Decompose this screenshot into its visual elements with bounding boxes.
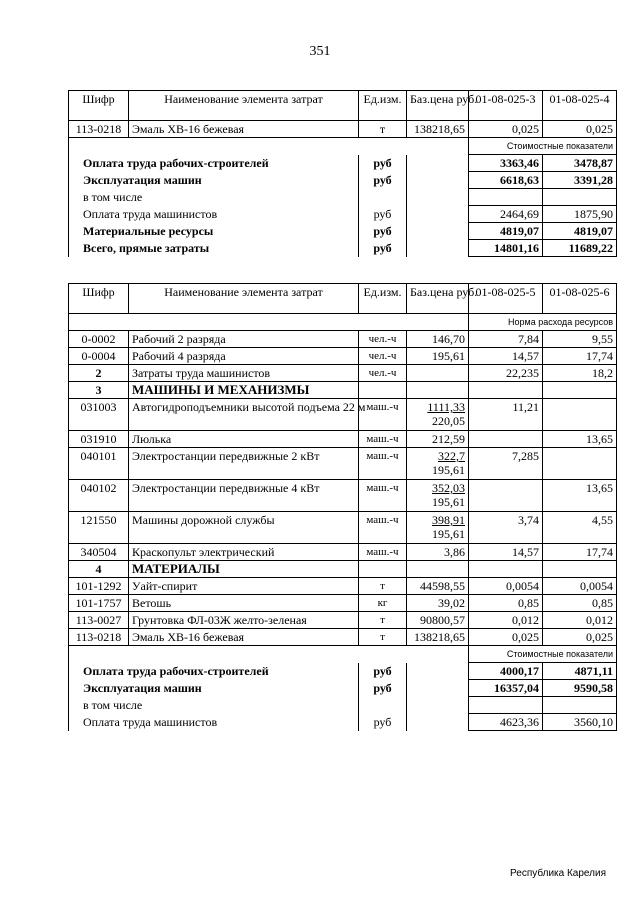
cell-value-1: 0,025 xyxy=(469,629,543,646)
cell-value-2: 17,74 xyxy=(543,348,617,365)
cell-name: Автогидроподъемники высотой подъема 22 м xyxy=(129,399,359,431)
cell-code: 121550 xyxy=(69,512,129,544)
header-code: Шифр xyxy=(69,284,129,314)
cell-name: МАШИНЫ И МЕХАНИЗМЫ xyxy=(129,382,359,399)
summary-name: Оплата труда рабочих-строителей xyxy=(69,155,359,172)
cell-value-1 xyxy=(469,480,543,512)
summary-empty xyxy=(407,172,469,189)
summary-value-1 xyxy=(469,697,543,714)
summary-value-1: 4000,17 xyxy=(469,663,543,680)
cell-value-1: 7,84 xyxy=(469,331,543,348)
cell-name: Рабочий 4 разряда xyxy=(129,348,359,365)
section-label: Стоимостные показатели xyxy=(469,138,617,155)
header-price: Баз.цена руб. xyxy=(407,91,469,121)
cell-price xyxy=(407,448,469,480)
cell-code: 0-0002 xyxy=(69,331,129,348)
cell-unit: маш.-ч xyxy=(359,431,407,448)
cell-code: 031910 xyxy=(69,431,129,448)
table-row xyxy=(69,431,617,448)
cell-value-1: 7,285 xyxy=(469,448,543,480)
summary-row xyxy=(69,680,617,697)
cell-code: 0-0004 xyxy=(69,348,129,365)
summary-row xyxy=(69,172,617,189)
summary-unit: руб xyxy=(359,240,407,257)
cell-code: 113-0218 xyxy=(69,629,129,646)
summary-value-1: 16357,04 xyxy=(469,680,543,697)
price-value: 146,70 xyxy=(432,332,465,346)
cell-code: 040101 xyxy=(69,448,129,480)
header-price: Баз.цена руб. xyxy=(407,284,469,314)
summary-value-1: 14801,16 xyxy=(469,240,543,257)
header-col-1: 01-08-025-3 xyxy=(469,91,543,121)
summary-value-2: 3478,87 xyxy=(543,155,617,172)
summary-value-2: 9590,58 xyxy=(543,680,617,697)
section-label-empty xyxy=(69,138,469,155)
cell-code: 2 xyxy=(69,365,129,382)
cell-code: 340504 xyxy=(69,544,129,561)
summary-unit: руб xyxy=(359,172,407,189)
price-value: 195,61 xyxy=(432,349,465,363)
norm-label-empty xyxy=(69,314,469,331)
cell-price xyxy=(407,544,469,561)
price-value-secondary: 220,05 xyxy=(432,414,465,428)
summary-name: Оплата труда машинистов xyxy=(69,714,359,731)
header-name: Наименование элемента затрат xyxy=(129,91,359,121)
header-unit: Ед.изм. xyxy=(359,91,407,121)
price-value: 1111,33 xyxy=(427,400,465,414)
table-row xyxy=(69,595,617,612)
cell-value-2: 0,85 xyxy=(543,595,617,612)
cell-name: МАТЕРИАЛЫ xyxy=(129,561,359,578)
cell-price xyxy=(407,382,469,399)
cell-value-2: 0,0054 xyxy=(543,578,617,595)
summary-empty xyxy=(407,663,469,680)
section-label: Стоимостные показатели xyxy=(469,646,617,663)
norm-label: Норма расхода ресурсов xyxy=(469,314,617,331)
cell-value-2: 9,55 xyxy=(543,331,617,348)
table-row xyxy=(69,399,617,431)
cell-price xyxy=(407,561,469,578)
cell-value-2: 13,65 xyxy=(543,480,617,512)
table-row xyxy=(69,512,617,544)
summary-value-2: 4819,07 xyxy=(543,223,617,240)
cell-value-2 xyxy=(543,399,617,431)
cell-value-2: 0,025 xyxy=(543,121,617,138)
cell-name: Грунтовка ФЛ-03Ж желто-зеленая xyxy=(129,612,359,629)
price-value: 138218,65 xyxy=(414,630,465,644)
cell-unit: т xyxy=(359,612,407,629)
price-value: 44598,55 xyxy=(420,579,465,593)
summary-name: в том числе xyxy=(69,189,359,206)
summary-empty xyxy=(407,189,469,206)
table-row xyxy=(69,578,617,595)
summary-value-2 xyxy=(543,189,617,206)
cell-code: 031003 xyxy=(69,399,129,431)
section-heading-row xyxy=(69,561,617,578)
header-col-2: 01-08-025-6 xyxy=(543,284,617,314)
summary-value-1: 2464,69 xyxy=(469,206,543,223)
cell-value-1 xyxy=(469,431,543,448)
cell-value-1: 14,57 xyxy=(469,348,543,365)
cell-price xyxy=(407,365,469,382)
summary-row xyxy=(69,714,617,731)
price-value: 398,91 xyxy=(432,513,465,527)
cell-unit: т xyxy=(359,629,407,646)
summary-name: Материальные ресурсы xyxy=(69,223,359,240)
summary-empty xyxy=(407,240,469,257)
table-row xyxy=(69,612,617,629)
summary-row xyxy=(69,697,617,714)
table-row xyxy=(69,544,617,561)
summary-empty xyxy=(407,155,469,172)
cell-unit: маш.-ч xyxy=(359,480,407,512)
summary-empty xyxy=(407,680,469,697)
summary-empty xyxy=(407,223,469,240)
header-name: Наименование элемента затрат xyxy=(129,284,359,314)
cell-name: Люлька xyxy=(129,431,359,448)
cell-unit: чел.-ч xyxy=(359,331,407,348)
cell-name: Уайт-спирит xyxy=(129,578,359,595)
header-code: Шифр xyxy=(69,91,129,121)
cell-value-2: 17,74 xyxy=(543,544,617,561)
summary-row xyxy=(69,206,617,223)
summary-row xyxy=(69,240,617,257)
cell-name: Ветошь xyxy=(129,595,359,612)
summary-value-2: 3560,10 xyxy=(543,714,617,731)
cell-value-1: 22,235 xyxy=(469,365,543,382)
summary-row xyxy=(69,155,617,172)
cell-price xyxy=(407,612,469,629)
table-row xyxy=(69,629,617,646)
summary-value-2: 11689,22 xyxy=(543,240,617,257)
summary-unit xyxy=(359,189,407,206)
cell-code: 101-1757 xyxy=(69,595,129,612)
table-header-row xyxy=(69,91,617,121)
cell-unit: кг xyxy=(359,595,407,612)
norm-label-row xyxy=(69,314,617,331)
cell-unit: маш.-ч xyxy=(359,544,407,561)
summary-unit: руб xyxy=(359,680,407,697)
summary-name: Оплата труда машинистов xyxy=(69,206,359,223)
summary-name: Оплата труда рабочих-строителей xyxy=(69,663,359,680)
cell-price xyxy=(407,595,469,612)
cell-name: Рабочий 2 разряда xyxy=(129,331,359,348)
cell-price xyxy=(407,512,469,544)
cell-value-1 xyxy=(469,382,543,399)
cell-value-1: 14,57 xyxy=(469,544,543,561)
cell-value-2 xyxy=(543,382,617,399)
cell-value-2: 0,025 xyxy=(543,629,617,646)
header-col-2: 01-08-025-4 xyxy=(543,91,617,121)
cell-value-2: 18,2 xyxy=(543,365,617,382)
cell-unit xyxy=(359,382,407,399)
summary-name: Эксплуатация машин xyxy=(69,172,359,189)
cell-value-2: 0,012 xyxy=(543,612,617,629)
summary-value-2: 1875,90 xyxy=(543,206,617,223)
cell-price xyxy=(407,331,469,348)
price-value-secondary: 195,61 xyxy=(432,495,465,509)
cell-value-1: 3,74 xyxy=(469,512,543,544)
price-value-secondary: 195,61 xyxy=(432,463,465,477)
summary-name: в том числе xyxy=(69,697,359,714)
cell-value-1: 0,85 xyxy=(469,595,543,612)
price-value: 352,03 xyxy=(432,481,465,495)
cell-code: 113-0218 xyxy=(69,121,129,138)
cell-name: Электростанции передвижные 2 кВт xyxy=(129,448,359,480)
table-row xyxy=(69,365,617,382)
header-col-1: 01-08-025-5 xyxy=(469,284,543,314)
table-row xyxy=(69,121,617,138)
page-number: 351 xyxy=(309,44,331,59)
price-value: 39,02 xyxy=(438,596,465,610)
cell-value-2: 4,55 xyxy=(543,512,617,544)
summary-unit: руб xyxy=(359,223,407,240)
summary-value-1: 6618,63 xyxy=(469,172,543,189)
summary-empty xyxy=(407,697,469,714)
price-value: 212,59 xyxy=(432,432,465,446)
summary-empty xyxy=(407,714,469,731)
header-unit: Ед.изм. xyxy=(359,284,407,314)
section-heading-row xyxy=(69,382,617,399)
cell-value-1: 11,21 xyxy=(469,399,543,431)
cell-name: Машины дорожной службы xyxy=(129,512,359,544)
cost-table-1 xyxy=(68,90,617,257)
section-label-row xyxy=(69,646,617,663)
cell-code: 040102 xyxy=(69,480,129,512)
table-row xyxy=(69,331,617,348)
table-header-row xyxy=(69,284,617,314)
summary-unit: руб xyxy=(359,663,407,680)
cell-value-2: 13,65 xyxy=(543,431,617,448)
cell-name: Краскопульт электрический xyxy=(129,544,359,561)
cell-code: 101-1292 xyxy=(69,578,129,595)
cell-price: 138218,65 xyxy=(407,121,469,138)
summary-value-2: 3391,28 xyxy=(543,172,617,189)
footer-region: Республика Карелия xyxy=(510,868,606,879)
cell-unit: маш.-ч xyxy=(359,448,407,480)
summary-row xyxy=(69,663,617,680)
summary-empty xyxy=(407,206,469,223)
summary-value-1: 3363,46 xyxy=(469,155,543,172)
summary-value-1 xyxy=(469,189,543,206)
cell-value-2 xyxy=(543,561,617,578)
section-label-row xyxy=(69,138,617,155)
cell-unit: т xyxy=(359,121,407,138)
cell-value-1: 0,012 xyxy=(469,612,543,629)
cell-unit: т xyxy=(359,578,407,595)
cell-code: 4 xyxy=(69,561,129,578)
summary-unit: руб xyxy=(359,155,407,172)
summary-row xyxy=(69,223,617,240)
cost-table-2 xyxy=(68,283,617,731)
cell-unit: чел.-ч xyxy=(359,365,407,382)
cell-name: Затраты труда машинистов xyxy=(129,365,359,382)
cell-value-1: 0,0054 xyxy=(469,578,543,595)
cell-code: 113-0027 xyxy=(69,612,129,629)
cell-name: Электростанции передвижные 4 кВт xyxy=(129,480,359,512)
cell-unit: маш.-ч xyxy=(359,512,407,544)
cell-value-1: 0,025 xyxy=(469,121,543,138)
cell-price xyxy=(407,578,469,595)
cell-unit: чел.-ч xyxy=(359,348,407,365)
cell-unit: маш.-ч xyxy=(359,399,407,431)
price-value-secondary: 195,61 xyxy=(432,527,465,541)
section-label-empty xyxy=(69,646,469,663)
cell-name: Эмаль ХВ-16 бежевая xyxy=(129,121,359,138)
summary-name: Эксплуатация машин xyxy=(69,680,359,697)
summary-value-2: 4871,11 xyxy=(543,663,617,680)
table-row xyxy=(69,480,617,512)
cell-price xyxy=(407,480,469,512)
table-row xyxy=(69,448,617,480)
cell-value-1 xyxy=(469,561,543,578)
cell-price xyxy=(407,399,469,431)
price-value: 322,7 xyxy=(438,449,465,463)
summary-value-1: 4623,36 xyxy=(469,714,543,731)
summary-value-1: 4819,07 xyxy=(469,223,543,240)
cell-value-2 xyxy=(543,448,617,480)
summary-row xyxy=(69,189,617,206)
cell-price xyxy=(407,348,469,365)
summary-unit: руб xyxy=(359,714,407,731)
price-value: 3,86 xyxy=(444,545,465,559)
cell-name: Эмаль ХВ-16 бежевая xyxy=(129,629,359,646)
summary-name: Всего, прямые затраты xyxy=(69,240,359,257)
cell-price xyxy=(407,629,469,646)
summary-value-2 xyxy=(543,697,617,714)
cell-code: 3 xyxy=(69,382,129,399)
cell-price xyxy=(407,431,469,448)
price-value: 90800,57 xyxy=(420,613,465,627)
summary-unit xyxy=(359,697,407,714)
summary-unit: руб xyxy=(359,206,407,223)
table-row xyxy=(69,348,617,365)
cell-unit xyxy=(359,561,407,578)
